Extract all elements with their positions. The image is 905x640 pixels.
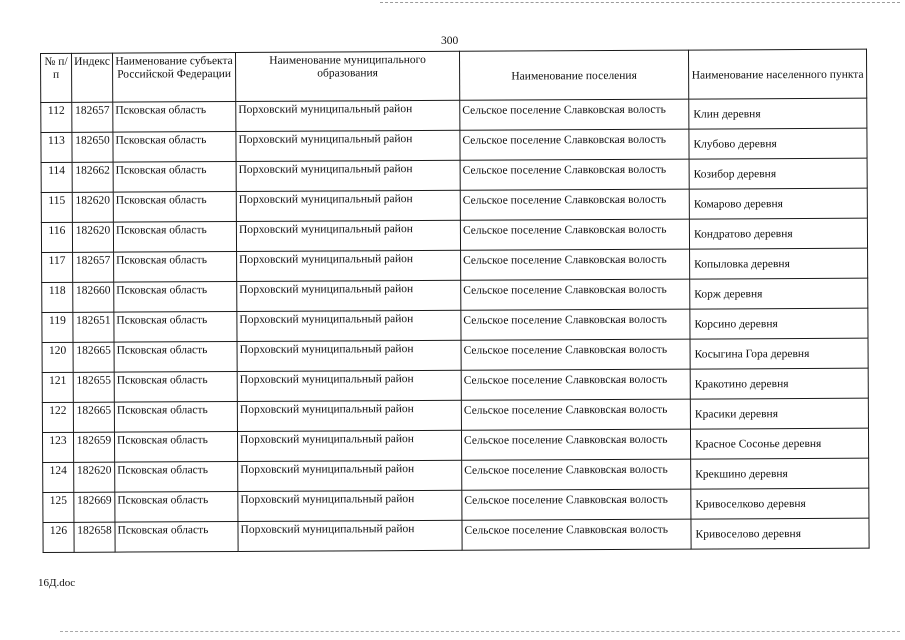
cell-settlement: Сельское поселение Славковская волость <box>461 279 690 310</box>
cell-region: Псковская область <box>115 461 238 492</box>
cell-settlement: Сельское поселение Славковская волость <box>460 219 689 250</box>
cell-num: 121 <box>42 372 73 402</box>
cell-index: 182665 <box>73 402 114 432</box>
cell-region: Псковская область <box>114 311 237 342</box>
cell-locality: Красное Сосонье деревня <box>690 428 868 459</box>
header-region: Наименование субъекта Российской Федерации <box>113 52 236 102</box>
cell-municipality: Порховский муниципальный район <box>236 220 460 251</box>
cell-settlement: Сельское поселение Славковская волость <box>461 309 690 340</box>
header-num: № п/п <box>41 53 72 102</box>
cell-municipality: Порховский муниципальный район <box>237 400 461 431</box>
cell-municipality: Порховский муниципальный район <box>236 160 460 191</box>
table-row <box>42 368 868 402</box>
cell-num: 122 <box>42 402 73 432</box>
table-row <box>43 518 869 552</box>
cell-settlement: Сельское поселение Славковская волость <box>462 519 691 550</box>
cell-num: 119 <box>42 312 73 342</box>
cell-index: 182662 <box>72 162 113 192</box>
header-index: Индекс <box>72 53 113 102</box>
page-number: 300 <box>441 35 459 47</box>
cell-region: Псковская область <box>114 401 237 432</box>
table-row <box>41 158 867 192</box>
cell-num: 124 <box>43 462 74 492</box>
cell-num: 120 <box>42 342 73 372</box>
cell-locality: Комарово деревня <box>689 188 867 219</box>
cell-settlement: Сельское поселение Славковская волость <box>460 189 689 220</box>
cell-num: 115 <box>41 192 72 222</box>
cell-num: 123 <box>42 432 73 462</box>
cell-region: Псковская область <box>113 131 236 162</box>
cell-municipality: Порховский муниципальный район <box>238 520 462 551</box>
cell-num: 112 <box>41 102 72 132</box>
cell-settlement: Сельское поселение Славковская волость <box>462 459 691 490</box>
cell-municipality: Порховский муниципальный район <box>237 430 461 461</box>
cell-index: 182665 <box>73 342 114 372</box>
cell-num: 125 <box>43 492 74 522</box>
cell-index: 182620 <box>74 462 115 492</box>
cell-locality: Кондратово деревня <box>689 218 867 249</box>
settlements-table <box>40 49 870 553</box>
table-row <box>42 308 868 342</box>
cell-locality: Красики деревня <box>690 398 868 429</box>
cell-num: 118 <box>42 282 73 312</box>
cell-locality: Козибор деревня <box>689 158 867 189</box>
header-locality: Наименование населенного пункта <box>688 49 866 99</box>
table-header <box>41 49 867 102</box>
header-settlement: Наименование поселения <box>459 50 688 100</box>
cell-num: 113 <box>41 132 72 162</box>
cell-region: Псковская область <box>113 221 236 252</box>
cell-locality: Кривоселово деревня <box>691 518 869 549</box>
cell-index: 182620 <box>72 222 113 252</box>
cell-index: 182669 <box>74 492 115 522</box>
cell-region: Псковская область <box>114 431 237 462</box>
scan-edge-top <box>380 2 900 3</box>
cell-locality: Корсино деревня <box>690 308 868 339</box>
cell-locality: Кракотино деревня <box>690 368 868 399</box>
cell-index: 182657 <box>72 102 113 132</box>
cell-municipality: Порховский муниципальный район <box>237 310 461 341</box>
cell-settlement: Сельское поселение Славковская волость <box>461 369 690 400</box>
cell-num: 117 <box>42 252 73 282</box>
cell-locality: Клин деревня <box>689 98 867 129</box>
scan-edge-bottom <box>60 631 900 632</box>
header-municipality: Наименование муниципального образования <box>235 51 459 101</box>
table-row <box>42 428 868 462</box>
cell-index: 182657 <box>73 252 114 282</box>
cell-region: Псковская область <box>115 491 238 522</box>
table-row <box>42 398 868 432</box>
cell-municipality: Порховский муниципальный район <box>237 250 461 281</box>
table-row <box>41 98 867 132</box>
table-row <box>43 458 869 492</box>
table-row <box>41 218 867 252</box>
cell-settlement: Сельское поселение Славковская волость <box>460 129 689 160</box>
cell-region: Псковская область <box>113 101 236 132</box>
cell-region: Псковская область <box>114 281 237 312</box>
cell-locality: Клубово деревня <box>689 128 867 159</box>
cell-index: 182655 <box>73 372 114 402</box>
cell-num: 116 <box>41 222 72 252</box>
cell-municipality: Порховский муниципальный район <box>236 190 460 221</box>
table-row <box>42 338 868 372</box>
cell-region: Псковская область <box>114 251 237 282</box>
cell-municipality: Порховский муниципальный район <box>238 490 462 521</box>
cell-municipality: Порховский муниципальный район <box>238 460 462 491</box>
cell-region: Псковская область <box>114 341 237 372</box>
table-row <box>42 278 868 312</box>
cell-municipality: Порховский муниципальный район <box>236 100 460 131</box>
cell-index: 182659 <box>73 432 114 462</box>
cell-index: 182651 <box>73 312 114 342</box>
cell-settlement: Сельское поселение Славковская волость <box>460 99 689 130</box>
cell-locality: Корж деревня <box>690 278 868 309</box>
cell-locality: Косыгина Гора деревня <box>690 338 868 369</box>
table-row <box>42 248 868 282</box>
cell-region: Псковская область <box>113 161 236 192</box>
cell-municipality: Порховский муниципальный район <box>237 340 461 371</box>
cell-region: Псковская область <box>115 521 238 552</box>
cell-index: 182650 <box>72 132 113 162</box>
footer-filename: 16Д.doc <box>38 577 76 589</box>
cell-num: 114 <box>41 162 72 192</box>
cell-settlement: Сельское поселение Славковская волость <box>460 159 689 190</box>
table-row <box>41 128 867 162</box>
table-row <box>43 488 869 522</box>
header-row <box>41 49 867 102</box>
cell-settlement: Сельское поселение Славковская волость <box>461 399 690 430</box>
cell-region: Псковская область <box>113 191 236 222</box>
cell-locality: Копыловка деревня <box>690 248 868 279</box>
cell-municipality: Порховский муниципальный район <box>236 130 460 161</box>
cell-municipality: Порховский муниципальный район <box>237 280 461 311</box>
cell-settlement: Сельское поселение Славковская волость <box>461 339 690 370</box>
table-row <box>41 188 867 222</box>
cell-settlement: Сельское поселение Славковская волость <box>461 429 690 460</box>
cell-locality: Кривоселково деревня <box>691 488 869 519</box>
cell-settlement: Сельское поселение Славковская волость <box>461 249 690 280</box>
cell-region: Псковская область <box>114 371 237 402</box>
cell-index: 182660 <box>73 282 114 312</box>
cell-index: 182658 <box>74 522 115 552</box>
cell-settlement: Сельское поселение Славковская волость <box>462 489 691 520</box>
cell-municipality: Порховский муниципальный район <box>237 370 461 401</box>
cell-index: 182620 <box>72 192 113 222</box>
cell-num: 126 <box>43 522 74 552</box>
table-body <box>41 98 869 552</box>
cell-locality: Крекшино деревня <box>691 458 869 489</box>
